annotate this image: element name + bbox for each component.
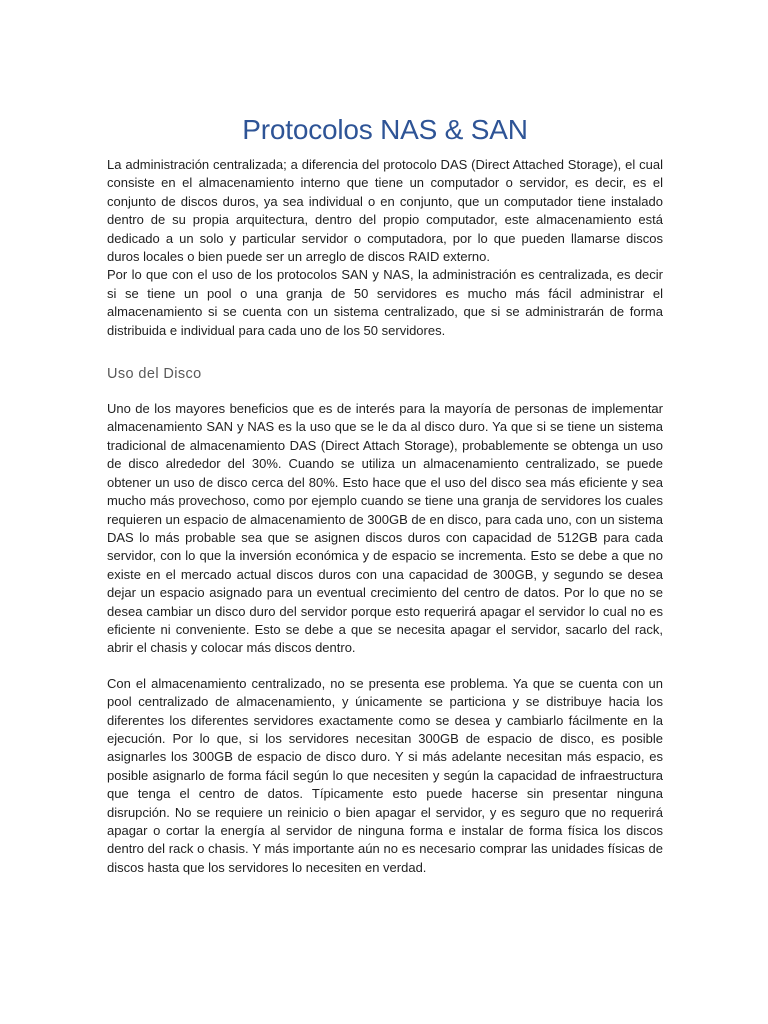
section-heading-uso-del-disco: Uso del Disco (107, 366, 202, 383)
document-title: Protocolos NAS & SAN (242, 114, 528, 145)
document-page (107, 112, 663, 877)
intro-paragraph-2: Por lo que con el uso de los protocolos SAN y NAS, la administración es centralizada, es decir si se tiene un pool o una granja de 50 servidores es mucho más fácil administrar el almacenamiento si se cuenta con un sistema centralizado, que si se administrarán de forma distribuida e individual para cada uno de los 50 servidores. (107, 267, 663, 338)
section-paragraph-2: Con el almacenamiento centralizado, no se presenta ese problema. Ya que se cuenta con un pool centralizado de almacenamiento, y únicamente se particiona y se distribuye hacia los diferentes los diferentes servidores exactamente como se desea y cambiarlo fácilmente en la ejecución. Por lo que, si los servidores necesitan 300GB de espacio de disco, es posible asignarles los 300GB de espacio de disco duro. Y si más adelante necesitan más espacio, es posible asignarlo de forma fácil según lo que necesiten y según la capacidad de infraestructura que tenga el centro de datos. Típicamente esto puede hacerse sin presentar ninguna disrupción. No se requiere un reinicio o bien apagar el servidor, y es seguro que no requerirá apagar o cortar la energía al servidor de ninguna forma e instalar de forma física los discos dentro del rack o chasis. Y más importante aún no es necesario comprar las unidades físicas de discos hasta que los servidores lo necesiten en verdad. (107, 675, 663, 875)
section-paragraph-1: Uno de los mayores beneficios que es de interés para la mayoría de personas de implementar almacenamiento SAN y NAS es la uso que se le da al disco duro. Ya que si se tiene un sistema tradicional de almacenamiento DAS (Direct Attach Storage), probablemente se obtenga un uso de disco alrededor del 30%. Cuando se utiliza un almacenamiento centralizado, se puede obtener un uso de disco cerca del 80%. Esto hace que el uso del disco sea más eficiente y sea mucho más provechoso, como por ejemplo cuando se tiene una granja de servidores los cuales requieren un espacio de almacenamiento de 300GB de en disco, para cada uno, con un sistema DAS lo más probable sea que se asignen discos duros con capacidad de 512GB para cada servidor, con lo que la inversión económica y de espacio se incrementa. Esto se debe a que no existe en el mercado actual discos duros con una capacidad de 300GB, y segundo se desea dejar un espacio asignado para un eventual crecimiento del centro de datos. Por lo que no se desea cambiar un disco duro del servidor porque esto requerirá apagar el servidor lo cual no es eficiente ni conveniente. Esto se debe a que se necesita apagar el servidor, sacarlo del rack, abrir el chasis y colocar más discos dentro. (107, 401, 663, 656)
intro-paragraph-1: La administración centralizada; a diferencia del protocolo DAS (Direct Attached Storage), el cual consiste en el almacenamiento interno que tiene un computador o servidor, es decir, es el conjunto de discos duros, ya sea individual o en conjunto, que un computador tiene instalado dentro de su propia arquitectura, dentro del propio computador, este almacenamiento está dedicado a un solo y particular servidor o computadora, por lo que pueden llamarse discos duros locales o bien puede ser un arreglo de discos RAID externo. (107, 157, 663, 265)
